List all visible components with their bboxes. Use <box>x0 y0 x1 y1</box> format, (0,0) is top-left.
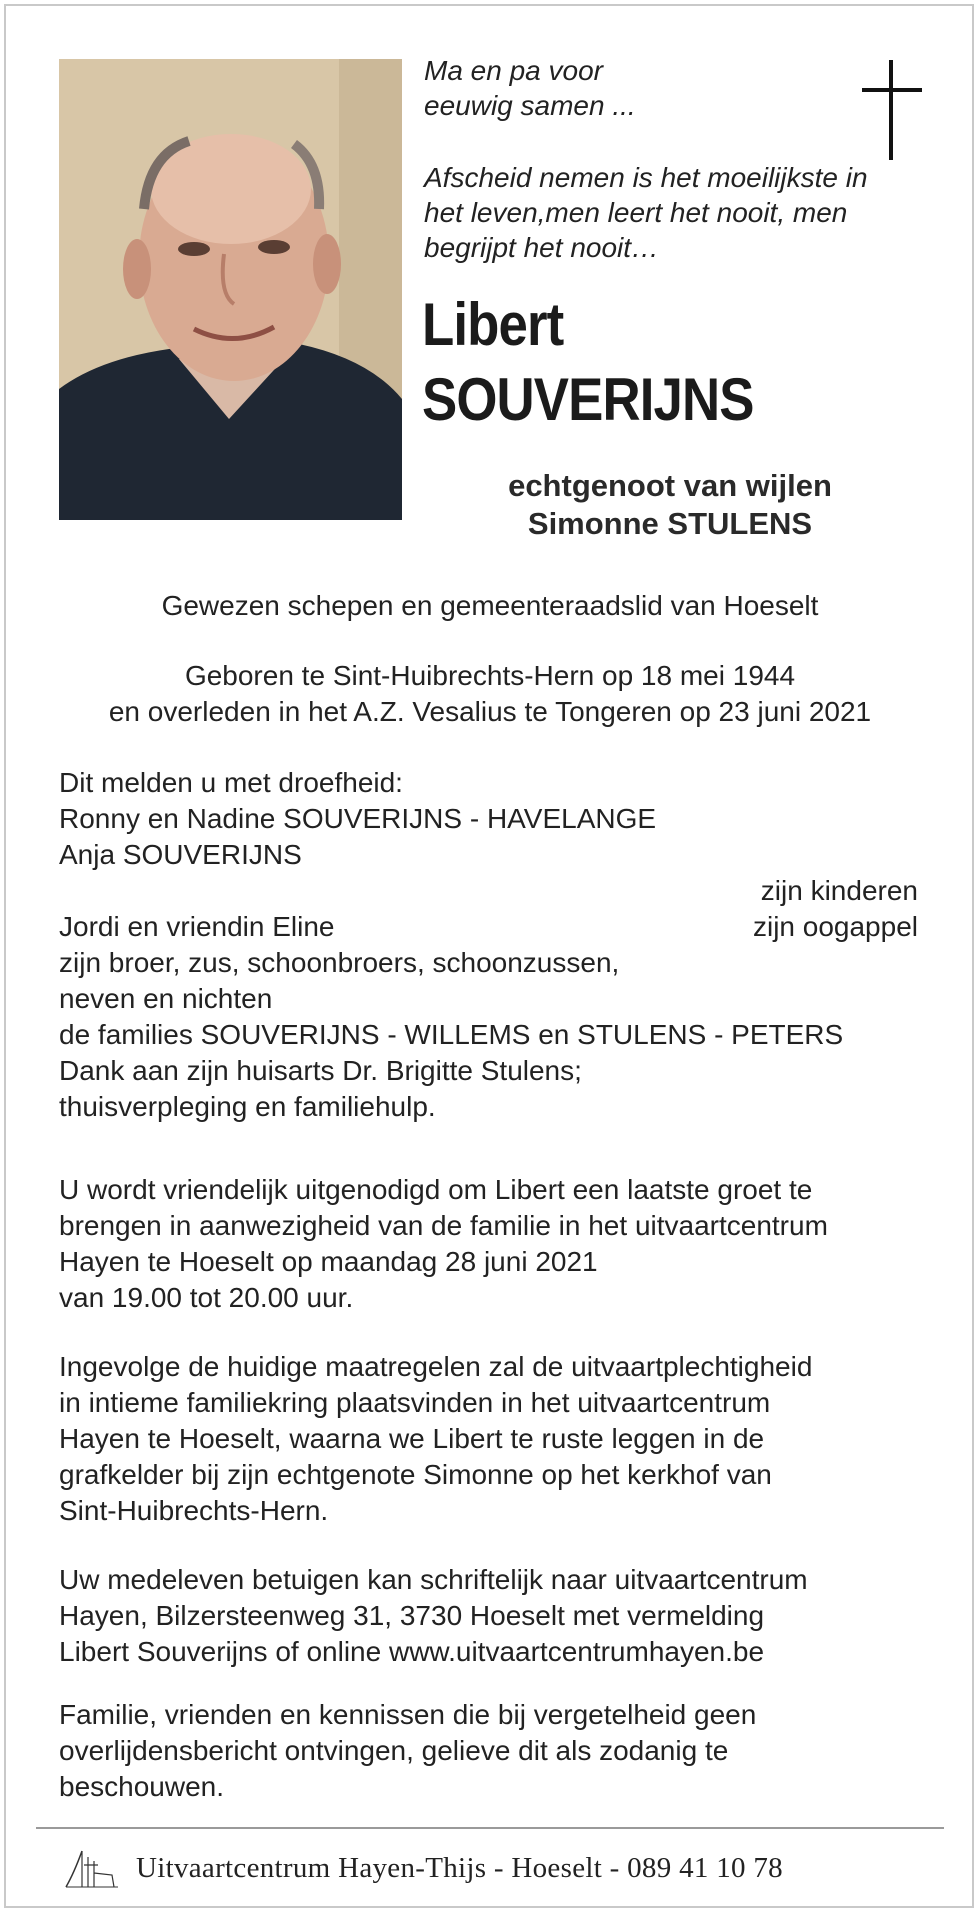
family-note-paragraph <box>59 1697 919 1805</box>
text-line: Uw medeleven betuigen kan schriftelijk naar uitvaartcentrum <box>59 1564 808 1595</box>
birth-line: Geboren te Sint-Huibrechts-Hern op 18 mei 1944 <box>184 660 796 691</box>
text-line: in intieme familiekring plaatsvinden in het uitvaartcentrum <box>59 1387 771 1418</box>
birth-death-info <box>40 658 940 730</box>
footer-contact: Uitvaartcentrum Hayen-Thijs - Hoeselt - 089 41 10 78 <box>136 1851 783 1884</box>
child-entry: Ronny en Nadine SOUVERIJNS - HAVELANGE <box>59 803 657 834</box>
text-line: Hayen te Hoeselt op maandag 28 juni 2021 <box>59 1246 598 1277</box>
condolences-paragraph <box>59 1562 919 1670</box>
announcement-section <box>59 765 919 1125</box>
portrait-photo <box>59 59 402 520</box>
text-line: overlijdensbericht ontvingen, gelieve dit als zodanig te <box>59 1735 729 1766</box>
spouse-info <box>430 467 910 543</box>
farewell-quote <box>424 160 924 265</box>
funeral-home-logo-icon <box>62 1843 124 1893</box>
visitation-paragraph <box>59 1172 919 1316</box>
cross-icon <box>862 60 922 160</box>
quote-line: Ma en pa voor <box>424 55 603 86</box>
thanks-entry: thuisverpleging en familiehulp. <box>59 1091 436 1122</box>
family-entry: de families SOUVERIJNS - WILLEMS en STULENS - PETERS <box>59 1019 844 1050</box>
announcement-intro: Dit melden u met droefheid: <box>59 767 403 798</box>
funeral-paragraph <box>59 1349 919 1529</box>
text-line: Hayen te Hoeselt, waarna we Libert te ruste leggen in de <box>59 1423 765 1454</box>
family-entry: zijn broer, zus, schoonbroers, schoonzussen, <box>59 947 620 978</box>
death-line: en overleden in het A.Z. Vesalius te Tongeren op 23 juni 2021 <box>108 696 872 727</box>
quote-line: Afscheid nemen is het moeilijkste in <box>424 162 868 193</box>
text-line: Libert Souverijns of online www.uitvaartcentrumhayen.be <box>59 1636 765 1667</box>
footer-divider <box>36 1827 944 1829</box>
text-line: U wordt vriendelijk uitgenodigd om Libert een laatste groet te <box>59 1174 813 1205</box>
quote-line: het leven,men leert het nooit, men <box>424 197 848 228</box>
footer <box>62 1843 942 1893</box>
text-line: Ingevolge de huidige maatregelen zal de uitvaartplechtigheid <box>59 1351 813 1382</box>
grandchild-entry: Jordi en vriendin Eline <box>59 911 335 942</box>
role-line: Gewezen schepen en gemeenteraadslid van Hoeselt <box>161 590 819 621</box>
thanks-entry: Dank aan zijn huisarts Dr. Brigitte Stulens; <box>59 1055 582 1086</box>
spouse-line: echtgenoot van wijlen <box>508 468 832 503</box>
family-entry: neven en nichten <box>59 983 273 1014</box>
text-line: grafkelder bij zijn echtgenote Simonne op het kerkhof van <box>59 1459 772 1490</box>
children-note: zijn kinderen <box>760 875 918 906</box>
child-entry: Anja SOUVERIJNS <box>59 839 302 870</box>
text-line: Sint-Huibrechts-Hern. <box>59 1495 329 1526</box>
spouse-line: Simonne STULENS <box>527 506 813 541</box>
first-name: Libert <box>422 291 564 358</box>
text-line: van 19.00 tot 20.00 uur. <box>59 1282 354 1313</box>
text-line: Familie, vrienden en kennissen die bij vergetelheid geen <box>59 1699 757 1730</box>
last-name: SOUVERIJNS <box>422 366 754 433</box>
short-quote <box>424 53 924 123</box>
quote-line: eeuwig samen ... <box>424 90 636 121</box>
quote-line: begrijpt het nooit… <box>424 232 660 263</box>
grandchild-note: zijn oogappel <box>752 911 918 942</box>
text-line: beschouwen. <box>59 1771 225 1802</box>
text-line: Hayen, Bilzersteenweg 31, 3730 Hoeselt met vermelding <box>59 1600 765 1631</box>
text-line: brengen in aanwezigheid van de familie in het uitvaartcentrum <box>59 1210 828 1241</box>
